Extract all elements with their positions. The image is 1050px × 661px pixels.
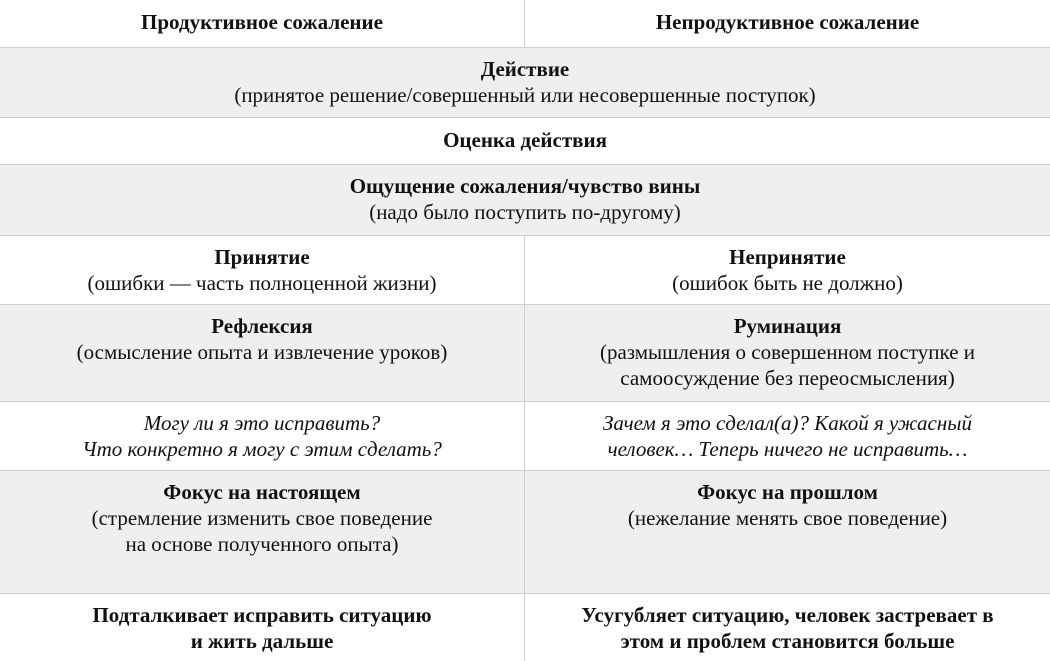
- evaluation-cell: [0, 118, 1050, 164]
- reflection-title: Рефлексия: [211, 314, 313, 338]
- rumination-subtitle-line-2: самоосуждение без переосмысления): [620, 366, 955, 390]
- focus-past-cell: [525, 471, 1050, 593]
- unproductive-question-2: человек… Теперь ничего не исправить…: [607, 437, 968, 461]
- unproductive-question-1: Зачем я это сделал(а)? Какой я ужасный: [602, 411, 973, 435]
- header-row: [0, 0, 1050, 47]
- focus-present-line-2: на основе полученного опыта): [125, 532, 399, 556]
- productive-question-1: Могу ли я это исправить?: [143, 411, 381, 435]
- focus-present-title: Фокус на настоящем: [163, 480, 361, 504]
- action-title: Действие: [480, 57, 570, 81]
- productive-question-2: Что конкретно я могу с этим сделать?: [82, 437, 442, 461]
- focus-past-title: Фокус на прошлом: [697, 480, 878, 504]
- focus-present-cell: [0, 471, 525, 593]
- reflection-cell: [0, 305, 525, 401]
- questions-row: [0, 401, 1050, 470]
- outcome-unproductive-line-1: Усугубляет ситуацию, человек застревает в: [581, 603, 994, 627]
- regret-cell: [0, 165, 1050, 235]
- header-productive-label: Продуктивное сожаление: [141, 10, 383, 34]
- acceptance-row: [0, 235, 1050, 304]
- outcome-productive-line-1: Подталкивает исправить ситуацию: [92, 603, 432, 627]
- non-acceptance-cell: [525, 236, 1050, 304]
- regret-title: Ощущение сожаления/чувство вины: [349, 174, 701, 198]
- outcome-row: [0, 593, 1050, 661]
- rumination-subtitle-line-1: (размышления о совершенном поступке и: [599, 340, 976, 364]
- action-cell: [0, 48, 1050, 117]
- regret-row: [0, 164, 1050, 235]
- unproductive-questions-cell: [525, 402, 1050, 470]
- acceptance-subtitle: (ошибки — часть полноценной жизни): [87, 271, 437, 295]
- action-subtitle: (принятое решение/совершенный или несовершенные поступок): [234, 83, 816, 107]
- acceptance-title: Принятие: [214, 245, 310, 269]
- non-acceptance-subtitle: (ошибок быть не должно): [672, 271, 903, 295]
- non-acceptance-title: Непринятие: [729, 245, 846, 269]
- header-unproductive: [525, 0, 1050, 47]
- focus-row: [0, 470, 1050, 593]
- acceptance-cell: [0, 236, 525, 304]
- header-unproductive-label: Непродуктивное сожаление: [655, 10, 920, 34]
- evaluation-title: Оценка действия: [443, 128, 607, 152]
- outcome-productive-cell: [0, 594, 525, 661]
- rumination-title: Руминация: [733, 314, 842, 338]
- action-row: [0, 47, 1050, 117]
- header-productive: [0, 0, 525, 47]
- outcome-unproductive-cell: [525, 594, 1050, 661]
- outcome-unproductive-line-2: этом и проблем становится больше: [620, 629, 955, 653]
- focus-present-line-1: (стремление изменить свое поведение: [91, 506, 433, 530]
- reflection-subtitle: (осмысление опыта и извлечение уроков): [76, 340, 448, 364]
- rumination-cell: [525, 305, 1050, 401]
- productive-questions-cell: [0, 402, 525, 470]
- evaluation-row: [0, 117, 1050, 164]
- reflection-row: [0, 304, 1050, 401]
- regret-subtitle: (надо было поступить по-другому): [369, 200, 681, 224]
- focus-past-line-1: (нежелание менять свое поведение): [627, 506, 948, 530]
- outcome-productive-line-2: и жить дальше: [190, 629, 334, 653]
